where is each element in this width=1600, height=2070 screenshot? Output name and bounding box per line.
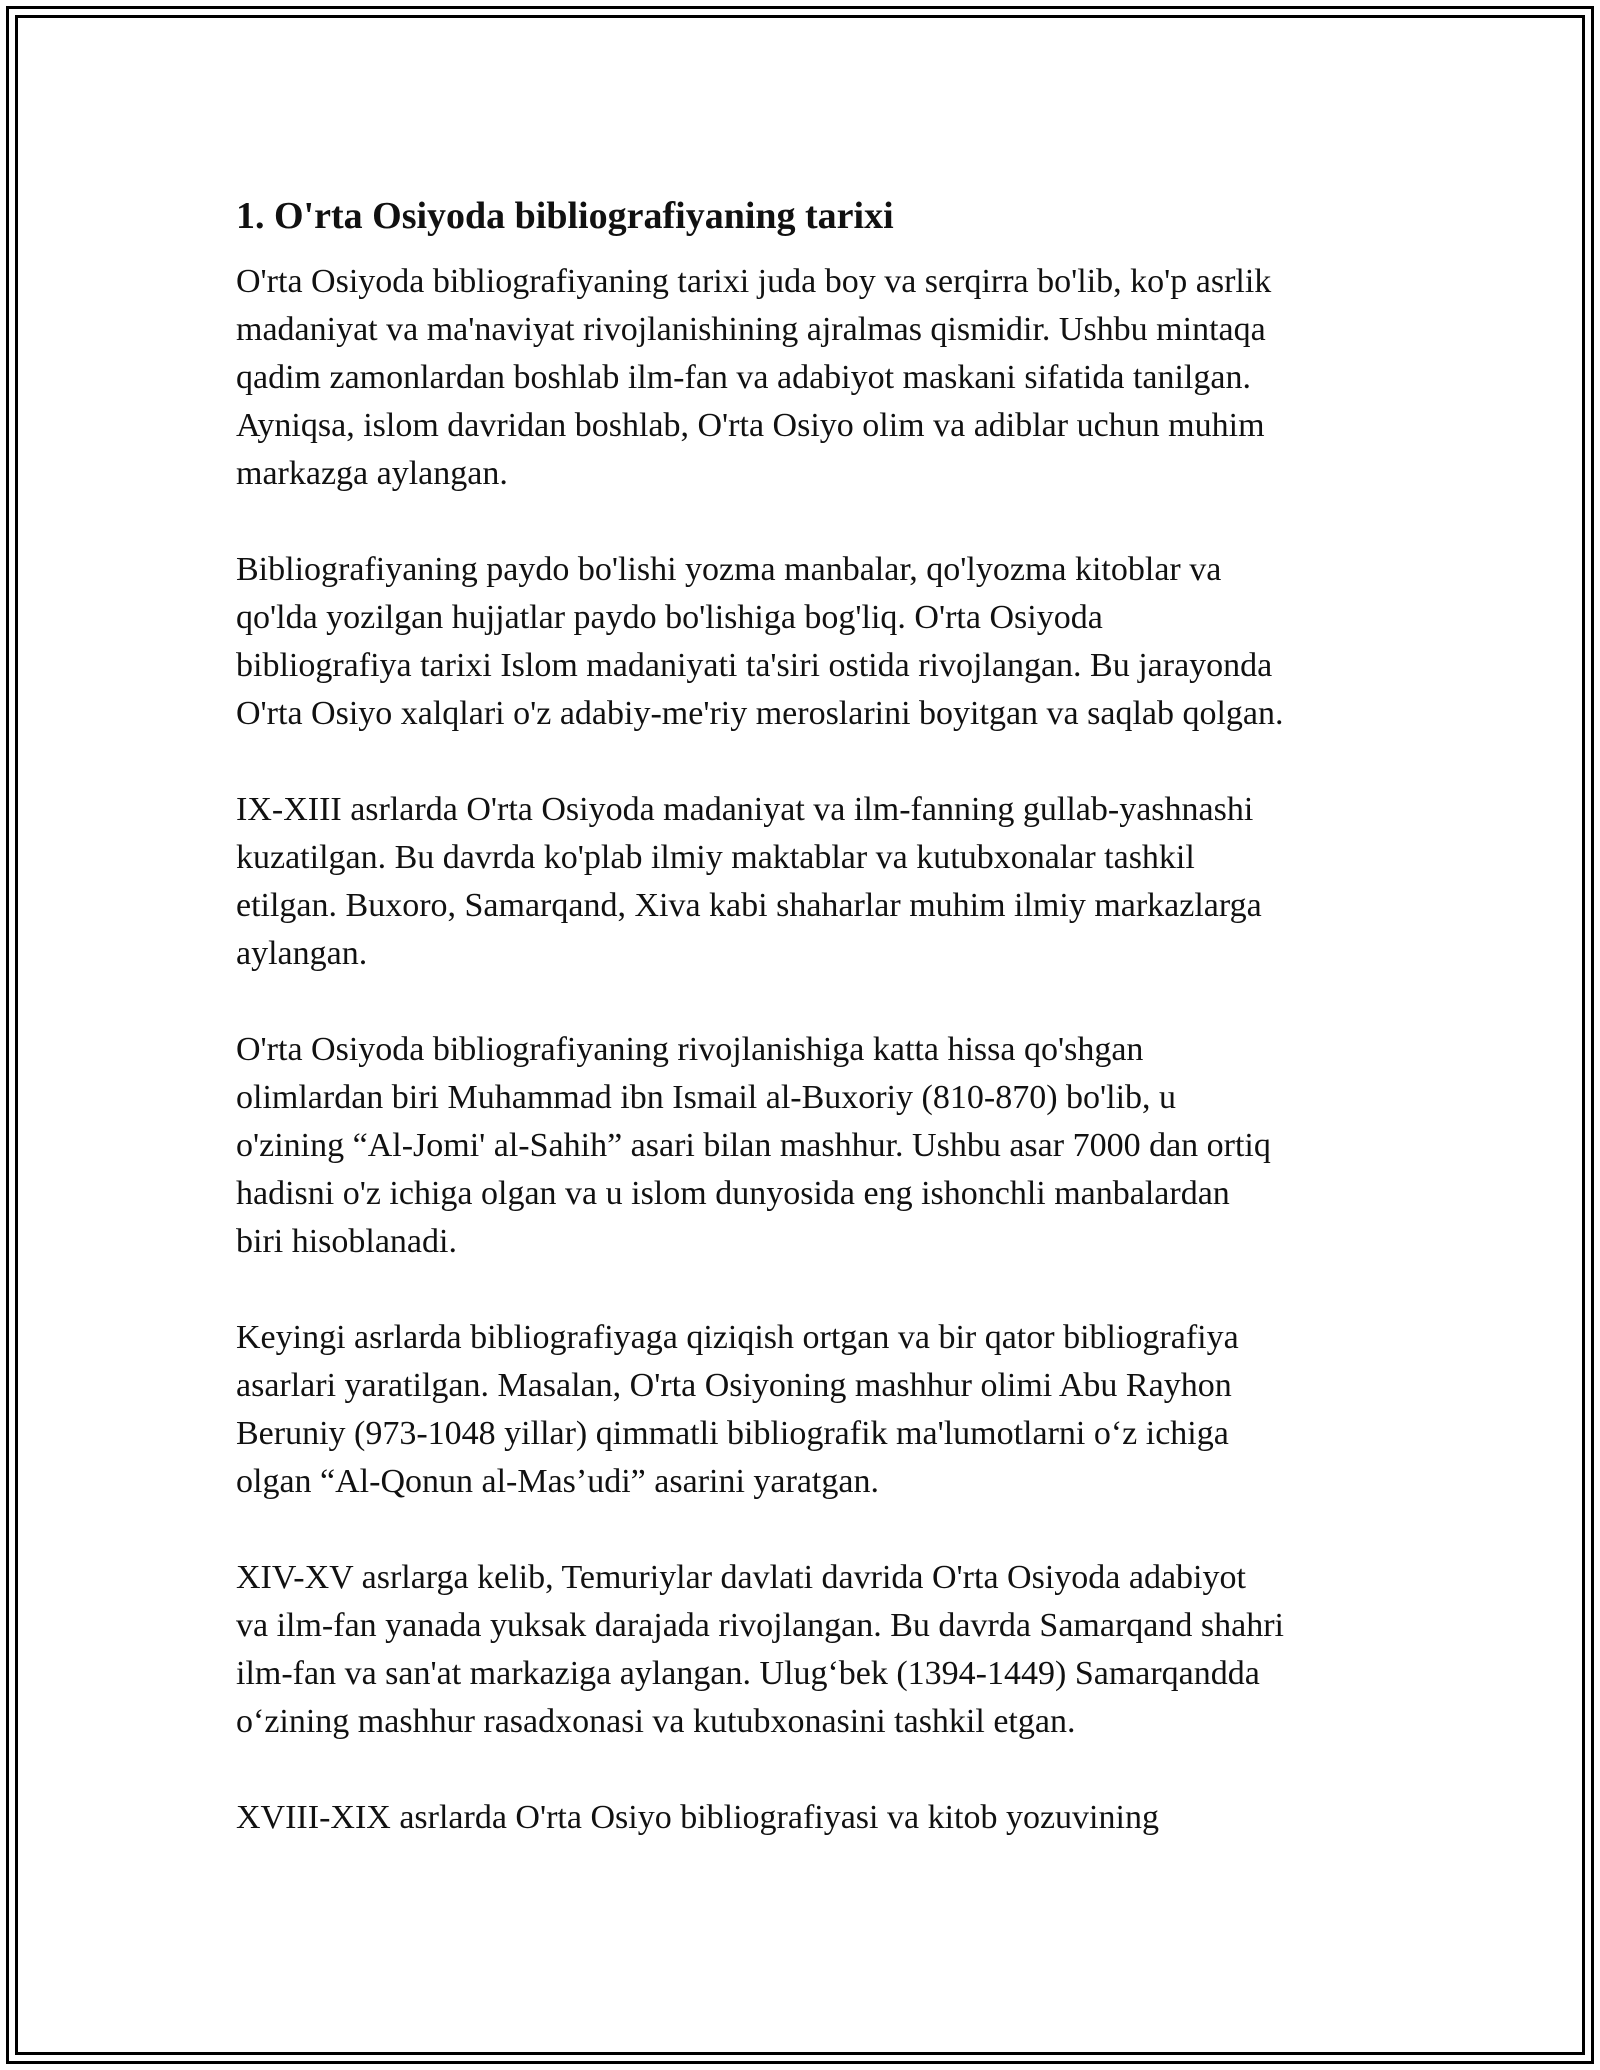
body-text xyxy=(236,258,1376,1842)
paragraph-2: Bibliografiyaning paydo bo'lishi yozma manbalar, qo'lyozma kitoblar va qo'lda yozilgan hujjatlar paydo bo'lishiga bog'liq. O'rta Osiyoda bibliografiya tarixi Islom madaniyati ta'siri ostida rivojlangan. Bu jarayonda O'rta Osiyo xalqlari o'z adabiy-me'riy meroslarini boyitgan va saqlab qolgan. xyxy=(236,551,1284,732)
paragraph-5: Keyingi asrlarda bibliografiyaga qiziqish ortgan va bir qator bibliografiya asarlari yaratilgan. Masalan, O'rta Osiyoning mashhur olimi Abu Rayhon Beruniy (973-1048 yillar) qimmatli bibliografik ma'lumotlarni o‘z ichiga olgan “Al-Qonun al-Mas’udi” asarini yaratgan. xyxy=(236,1319,1239,1500)
paragraph-1: O'rta Osiyoda bibliografiyaning tarixi juda boy va serqirra bo'lib, ko'p asrlik madaniyat va ma'naviyat rivojlanishining ajralmas qismidir. Ushbu mintaqa qadim zamonlardan boshlab ilm-fan va adabiyot maskani sifatida tanilgan. Ayniqsa, islom davridan boshlab, O'rta Osiyo olim va adiblar uchun muhim markazga aylangan. xyxy=(236,263,1272,492)
document-body xyxy=(236,186,1376,1890)
paragraph-4: O'rta Osiyoda bibliografiyaning rivojlanishiga katta hissa qo'shgan olimlardan biri Muhammad ibn Ismail al-Buxoriy (810-870) bo'lib, u o'zining “Al-Jomi' al-Sahih” asari bilan mashhur. Ushbu asar 7000 dan ortiq hadisni o'z ichiga olgan va u islom dunyosida eng ishonchli manbalardan biri hisoblanadi. xyxy=(236,1031,1271,1260)
paragraph-7: XVIII-XIX asrlarda O'rta Osiyo bibliografiyasi va kitob yozuvining xyxy=(236,1799,1159,1836)
paragraph-6: XIV-XV asrlarga kelib, Temuriylar davlati davrida O'rta Osiyoda adabiyot va ilm-fan yanada yuksak darajada rivojlangan. Bu davrda Samarqand shahri ilm-fan va san'at markaziga aylangan. Ulug‘bek (1394-1449) Samarqandda o‘zining mashhur rasadxonasi va kutubxonasini tashkil etgan. xyxy=(236,1559,1284,1740)
section-heading: 1. O'rta Osiyoda bibliografiyaning tarixi xyxy=(236,195,894,237)
paragraph-3: IX-XIII asrlarda O'rta Osiyoda madaniyat va ilm-fanning gullab-yashnashi kuzatilgan. Bu davrda ko'plab ilmiy maktablar va kutubxonalar tashkil etilgan. Buxoro, Samarqand, Xiva kabi shaharlar muhim ilmiy markazlarga aylangan. xyxy=(236,791,1262,972)
